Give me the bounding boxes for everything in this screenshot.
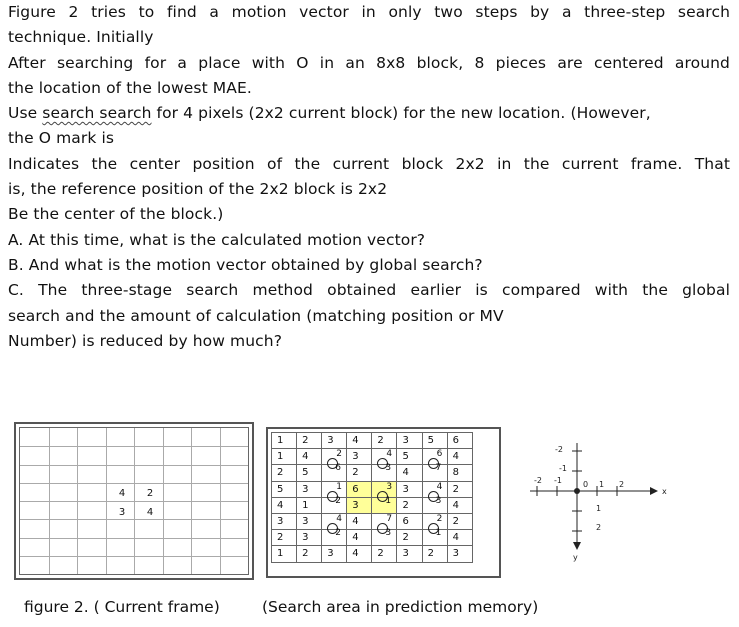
y-tick-label: 2 [596, 523, 602, 532]
search-point-value: 3 [385, 528, 392, 539]
y-axis-arrow [573, 542, 581, 550]
search-area-cell: 4 [297, 449, 322, 465]
search-area-cell: 2 [272, 530, 297, 546]
question-c: C. The three-stage search method obtained earlier is compared with the global [8, 281, 730, 300]
text-line-9: Be the center of the block.) [8, 205, 224, 224]
caption-current-frame: figure 2. ( Current frame) [24, 598, 220, 616]
x-axis-arrow [650, 487, 658, 495]
x-tick-label: 1 [599, 480, 605, 489]
grid-line-vertical [220, 428, 221, 574]
grid-line-vertical [191, 428, 192, 574]
search-area-cell: 5 [272, 481, 297, 497]
search-area-cell: 3 [347, 497, 372, 513]
search-point-value: 7 [386, 514, 393, 525]
cf-value: 2 [146, 488, 154, 499]
y-tick-label: -1 [559, 464, 567, 473]
text-line-5 [8, 101, 730, 126]
search-area-row [272, 433, 473, 449]
search-area-figure [266, 427, 501, 578]
search-point-value: 2 [335, 495, 341, 506]
spellcheck-underlined-text: search search [42, 104, 152, 123]
origin-dot [574, 488, 580, 494]
search-point-value: 7 [435, 463, 442, 474]
search-area-cell: 2 [372, 433, 397, 449]
search-area-cell: 4 [447, 530, 472, 546]
text-line-5-rest: for 4 pixels (2x2 current block) for the new location. (However, [151, 104, 651, 123]
cf-value: 4 [118, 488, 126, 499]
search-area-cell: 6 [347, 481, 372, 497]
text-line-13: search and the amount of calculation (matching position or MV [8, 306, 504, 325]
search-area-cell: 8 [447, 465, 472, 481]
search-area-cell: 2 [272, 465, 297, 481]
search-area-cell: 4 [347, 530, 372, 546]
text-line-7: Indicates the center position of the current block 2x2 in the current frame. That [8, 154, 730, 173]
question-a: A. At this time, what is the calculated motion vector? [8, 230, 426, 249]
search-area-cell: 2 [422, 546, 447, 562]
search-area-cell: 2 [297, 433, 322, 449]
y-axis-label: y [573, 553, 578, 562]
search-area-cell: 2 [347, 465, 372, 481]
search-area-cell: 3 [397, 433, 422, 449]
search-point-value: 6 [335, 463, 341, 474]
search-area-cell: 2 [447, 481, 472, 497]
search-area-cell: 2 [397, 497, 422, 513]
cf-value: 4 [146, 507, 154, 518]
search-area-cell: 1 [272, 433, 297, 449]
search-area-cell: 3 [447, 546, 472, 562]
search-point-value: 3 [435, 495, 442, 506]
x-tick-label: 2 [619, 480, 625, 489]
search-area-cell: 3 [297, 513, 322, 529]
cf-value: 3 [118, 507, 126, 518]
grid-line-horizontal [20, 538, 248, 539]
search-area-cell: 2 [397, 530, 422, 546]
search-area-cell: 3 [322, 546, 347, 562]
search-area-cell: 2 [372, 546, 397, 562]
search-area-cell: 4 [347, 433, 372, 449]
search-point-value: 1 [385, 495, 392, 506]
search-area-cell: 6 [397, 513, 422, 529]
text-line-6: the O mark is [8, 129, 115, 148]
search-area-cell: 5 [422, 433, 447, 449]
search-point-value: 3 [385, 463, 392, 474]
text-line-2: technique. Initially [8, 28, 154, 47]
search-area-cell: 4 [347, 546, 372, 562]
search-area-cell: 4 [272, 497, 297, 513]
search-area-cell: 1 [272, 449, 297, 465]
caption-search-area: (Search area in prediction memory) [262, 598, 539, 616]
question-b: B. And what is the motion vector obtained by global search? [8, 255, 483, 274]
search-area-cell: 3 [322, 433, 347, 449]
search-area-row [272, 530, 473, 546]
search-area-cell: 6 [447, 433, 472, 449]
x-tick-label: -2 [534, 476, 542, 485]
grid-line-vertical [163, 428, 164, 574]
search-area-cell: 2 [297, 546, 322, 562]
search-area-cell: 4 [347, 513, 372, 529]
search-point-value: 3 [386, 481, 393, 492]
search-area-cell: 3 [397, 546, 422, 562]
x-tick-label: -1 [554, 476, 562, 485]
search-area-cell: 2 [447, 513, 472, 529]
search-area-cell: 3 [347, 449, 372, 465]
search-area-row [272, 465, 473, 481]
search-point-value: 2 [336, 449, 342, 460]
search-area-cell: 5 [297, 465, 322, 481]
search-point-value: 6 [436, 449, 443, 460]
text-line-14: Number) is reduced by how much? [8, 331, 283, 350]
y-tick-label: -2 [555, 445, 563, 454]
grid-line-horizontal [20, 501, 248, 502]
text-line-1: Figure 2 tries to find a motion vector in only two steps by a three-step search [8, 3, 730, 21]
text-line-5-start: Use [8, 104, 43, 123]
search-area-cell: 1 [297, 497, 322, 513]
search-area-cell: 4 [447, 449, 472, 465]
text-line-8: is, the reference position of the 2x2 block is 2x2 [8, 180, 388, 199]
current-frame-figure [14, 422, 254, 580]
motion-vector-axis-diagram [525, 438, 675, 563]
search-point-value: 1 [336, 481, 342, 492]
search-area-cell: 3 [297, 481, 322, 497]
problem-text [8, 0, 730, 354]
search-point-value: 2 [335, 528, 341, 539]
search-area-cell: 1 [272, 546, 297, 562]
search-area-row [272, 497, 473, 513]
search-area-cell: 4 [397, 465, 422, 481]
search-area-cell: 4 [447, 497, 472, 513]
search-point-value: 2 [436, 514, 443, 525]
search-point-value: 4 [336, 514, 342, 525]
grid-line-horizontal [20, 556, 248, 557]
text-line-3: After searching for a place with O in an 8x8 block, 8 pieces are centered around [8, 53, 730, 72]
x-tick-label: 0 [583, 480, 589, 489]
x-axis-label: x [662, 487, 667, 496]
current-frame-grid [19, 427, 249, 575]
search-point-value: 4 [436, 481, 443, 492]
search-area-cell: 3 [272, 513, 297, 529]
search-area-table [271, 432, 473, 563]
y-tick-label: 1 [596, 504, 602, 513]
text-line-4: the location of the lowest MAE. [8, 78, 252, 97]
search-point-value: 1 [435, 528, 442, 539]
search-area-cell: 3 [297, 530, 322, 546]
search-area-cell: 5 [397, 449, 422, 465]
search-area-row [272, 546, 473, 562]
grid-line-horizontal [20, 519, 248, 520]
search-area-cell: 3 [397, 481, 422, 497]
search-point-value: 4 [386, 449, 393, 460]
